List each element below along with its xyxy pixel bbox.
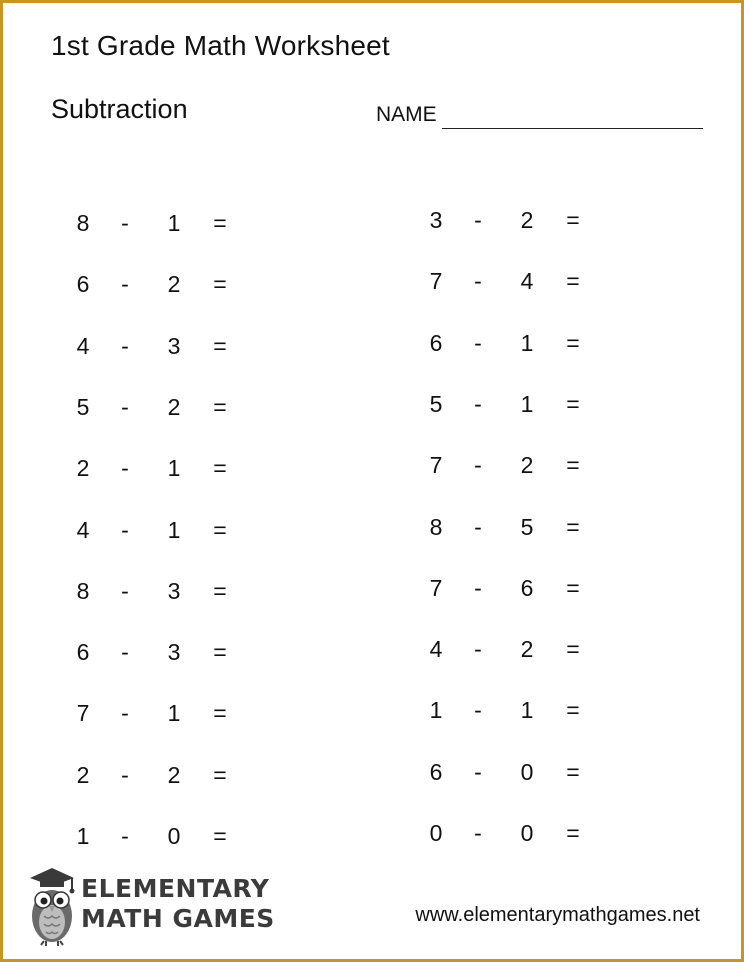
operator: -: [121, 517, 129, 543]
minuend: 7: [429, 268, 443, 294]
operator: -: [474, 391, 482, 417]
operator: -: [121, 271, 129, 297]
operator: -: [121, 210, 129, 236]
subtrahend: 1: [167, 455, 181, 481]
problem-row: [427, 267, 607, 295]
subtrahend: 6: [520, 575, 534, 601]
subtrahend: 1: [167, 517, 181, 543]
subtrahend: 2: [520, 207, 534, 233]
equals-sign: =: [566, 759, 580, 785]
website-url: www.elementarymathgames.net: [415, 904, 700, 926]
equals-sign: =: [566, 697, 580, 723]
page-title: 1st Grade Math Worksheet: [51, 30, 390, 61]
minuend: 8: [76, 210, 90, 236]
subtrahend: 1: [167, 210, 181, 236]
problem-row: [74, 822, 254, 850]
operator: -: [474, 820, 482, 846]
operator: -: [121, 578, 129, 604]
problem-row: [74, 454, 254, 482]
equals-sign: =: [566, 391, 580, 417]
minuend: 4: [76, 517, 90, 543]
equals-sign: =: [213, 333, 227, 359]
equals-sign: =: [566, 330, 580, 356]
subtrahend: 2: [167, 762, 181, 788]
minuend: 5: [429, 391, 443, 417]
problem-row: [74, 393, 254, 421]
operator: -: [474, 759, 482, 785]
problem-row: [427, 635, 607, 663]
equals-sign: =: [213, 517, 227, 543]
logo-line-1: ELEMENTARY: [81, 874, 270, 903]
equals-sign: =: [566, 268, 580, 294]
minuend: 7: [429, 575, 443, 601]
equals-sign: =: [566, 636, 580, 662]
operator: -: [121, 700, 129, 726]
operator: -: [474, 636, 482, 662]
minuend: 1: [429, 697, 443, 723]
equals-sign: =: [213, 455, 227, 481]
logo: [22, 864, 275, 950]
subtrahend: 1: [520, 330, 534, 356]
equals-sign: =: [213, 762, 227, 788]
subtrahend: 2: [167, 271, 181, 297]
operator: -: [474, 514, 482, 540]
subtrahend: 5: [520, 514, 534, 540]
subtrahend: 3: [167, 333, 181, 359]
operator: -: [474, 268, 482, 294]
minuend: 4: [429, 636, 443, 662]
problem-row: [427, 819, 607, 847]
problem-row: [427, 696, 607, 724]
problem-row: [427, 451, 607, 479]
subtrahend: 4: [520, 268, 534, 294]
operator: -: [121, 333, 129, 359]
minuend: 6: [76, 271, 90, 297]
minuend: 2: [76, 762, 90, 788]
minuend: 5: [76, 394, 90, 420]
subtrahend: 2: [520, 452, 534, 478]
operator: -: [474, 452, 482, 478]
equals-sign: =: [566, 207, 580, 233]
equals-sign: =: [213, 578, 227, 604]
subtrahend: 0: [520, 820, 534, 846]
minuend: 3: [429, 207, 443, 233]
problem-row: [74, 638, 254, 666]
logo-line-2: MATH GAMES: [81, 904, 275, 933]
operator: -: [121, 762, 129, 788]
problem-row: [427, 574, 607, 602]
problem-row: [74, 332, 254, 360]
minuend: 8: [76, 578, 90, 604]
problem-row: [427, 390, 607, 418]
minuend: 6: [76, 639, 90, 665]
operator: -: [121, 394, 129, 420]
minuend: 2: [76, 455, 90, 481]
operator: -: [121, 639, 129, 665]
problem-row: [427, 206, 607, 234]
subtrahend: 1: [520, 391, 534, 417]
subtrahend: 1: [167, 700, 181, 726]
operator: -: [474, 207, 482, 233]
subtrahend: 0: [167, 823, 181, 849]
equals-sign: =: [213, 271, 227, 297]
operator: -: [121, 823, 129, 849]
operator: -: [474, 697, 482, 723]
operator: -: [474, 575, 482, 601]
minuend: 6: [429, 330, 443, 356]
subtrahend: 3: [167, 639, 181, 665]
subtrahend: 3: [167, 578, 181, 604]
minuend: 7: [76, 700, 90, 726]
equals-sign: =: [213, 823, 227, 849]
worksheet-subtitle: Subtraction: [51, 94, 188, 124]
equals-sign: =: [566, 452, 580, 478]
logo-wordmark: [81, 874, 275, 934]
problem-row: [427, 758, 607, 786]
equals-sign: =: [566, 514, 580, 540]
subtrahend: 2: [520, 636, 534, 662]
operator: -: [474, 330, 482, 356]
problem-row: [74, 209, 254, 237]
equals-sign: =: [566, 820, 580, 846]
equals-sign: =: [213, 210, 227, 236]
subtrahend: 2: [167, 394, 181, 420]
operator: -: [121, 455, 129, 481]
problem-row: [74, 761, 254, 789]
problem-row: [74, 270, 254, 298]
minuend: 1: [76, 823, 90, 849]
equals-sign: =: [213, 700, 227, 726]
problem-row: [427, 329, 607, 357]
problem-row: [427, 513, 607, 541]
equals-sign: =: [213, 639, 227, 665]
subtrahend: 0: [520, 759, 534, 785]
equals-sign: =: [213, 394, 227, 420]
minuend: 7: [429, 452, 443, 478]
minuend: 4: [76, 333, 90, 359]
problem-row: [74, 516, 254, 544]
name-label: NAME: [376, 103, 437, 126]
problem-row: [74, 699, 254, 727]
problem-row: [74, 577, 254, 605]
minuend: 0: [429, 820, 443, 846]
owl-icon: [22, 864, 78, 946]
minuend: 8: [429, 514, 443, 540]
subtrahend: 1: [520, 697, 534, 723]
equals-sign: =: [566, 575, 580, 601]
minuend: 6: [429, 759, 443, 785]
